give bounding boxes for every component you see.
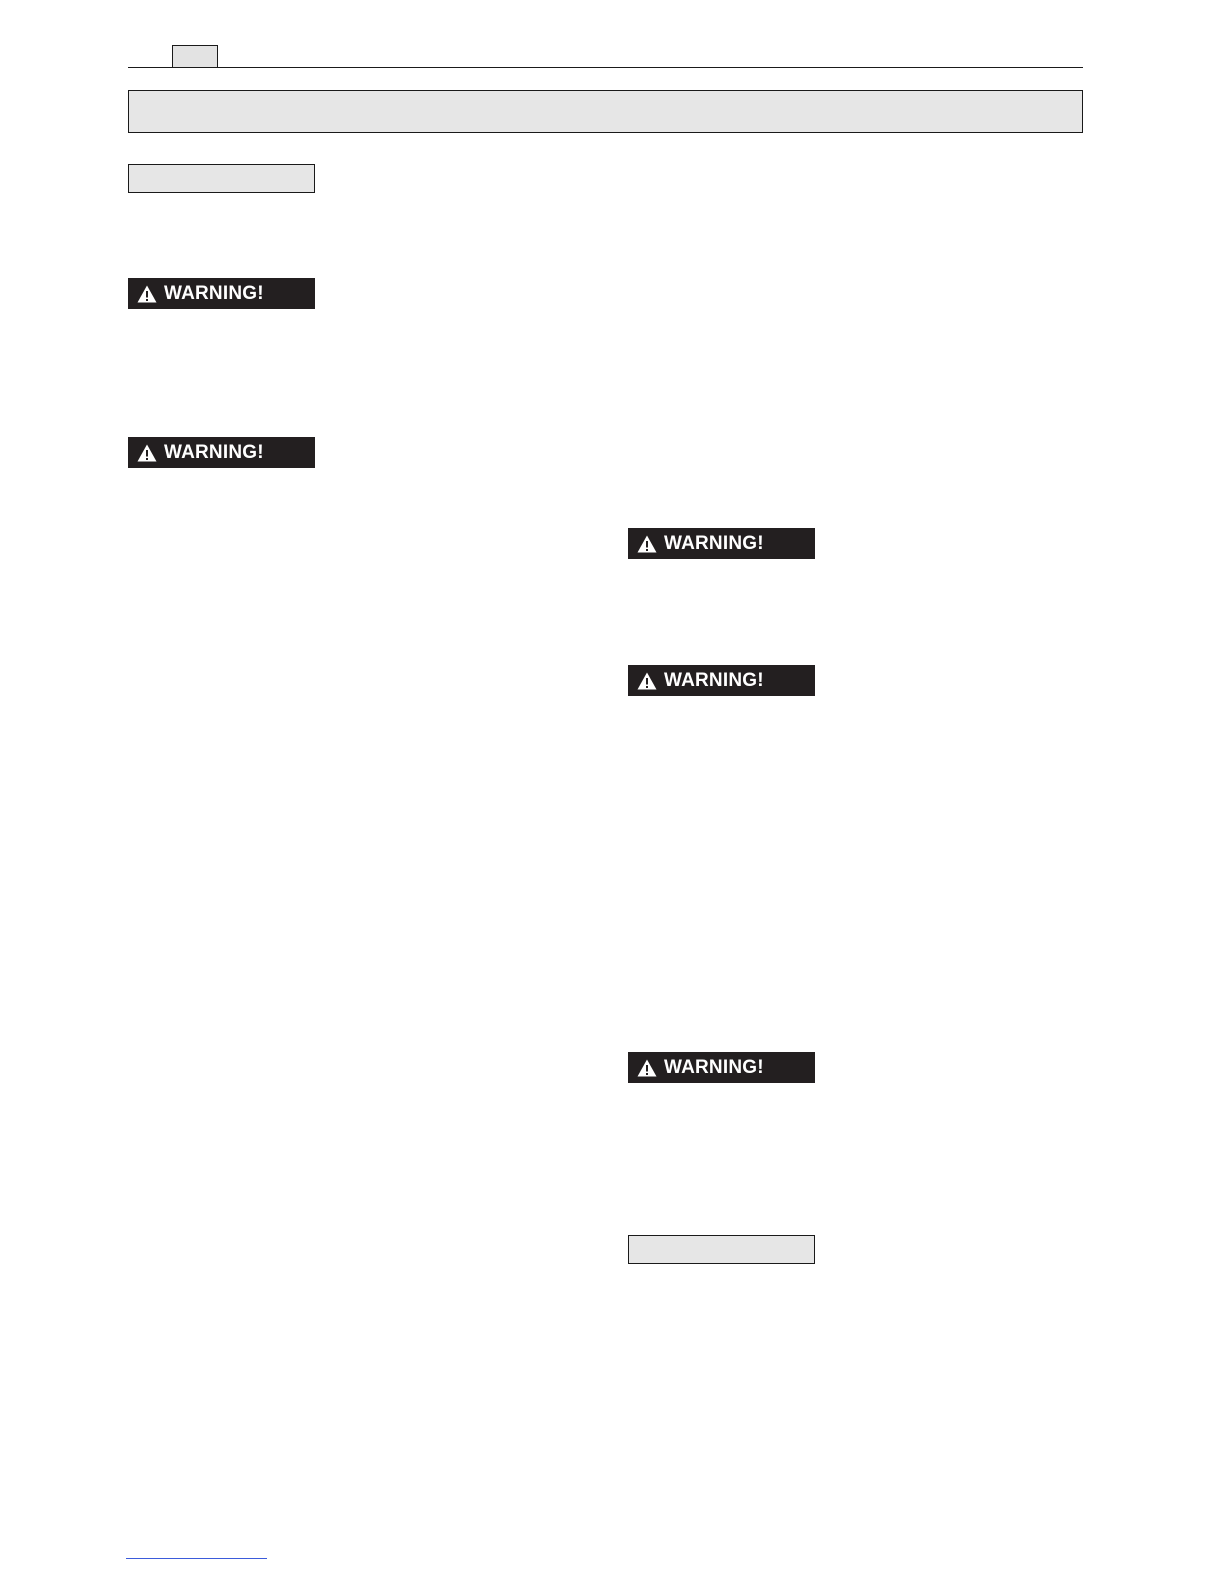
warning-triangle-icon: [137, 444, 157, 462]
section-title-bar: [128, 90, 1083, 133]
warning-label: WARNING!: [664, 533, 764, 554]
note-box-top-left: [128, 164, 315, 193]
warning-triangle-icon: [637, 1059, 657, 1077]
warning-label: WARNING!: [164, 283, 264, 304]
warning-banner-2: [128, 437, 315, 468]
note-box-bottom-right: [628, 1235, 815, 1264]
warning-triangle-icon: [137, 285, 157, 303]
warning-triangle-icon: [637, 535, 657, 553]
footer-link-underline[interactable]: [126, 1558, 267, 1559]
page-number-tab: [172, 45, 218, 67]
warning-banner-3: [628, 528, 815, 559]
warning-label: WARNING!: [664, 1057, 764, 1078]
warning-label: WARNING!: [164, 442, 264, 463]
header-rule: [128, 67, 1083, 68]
warning-triangle-icon: [637, 672, 657, 690]
warning-banner-5: [628, 1052, 815, 1083]
warning-label: WARNING!: [664, 670, 764, 691]
warning-banner-1: [128, 278, 315, 309]
warning-banner-4: [628, 665, 815, 696]
